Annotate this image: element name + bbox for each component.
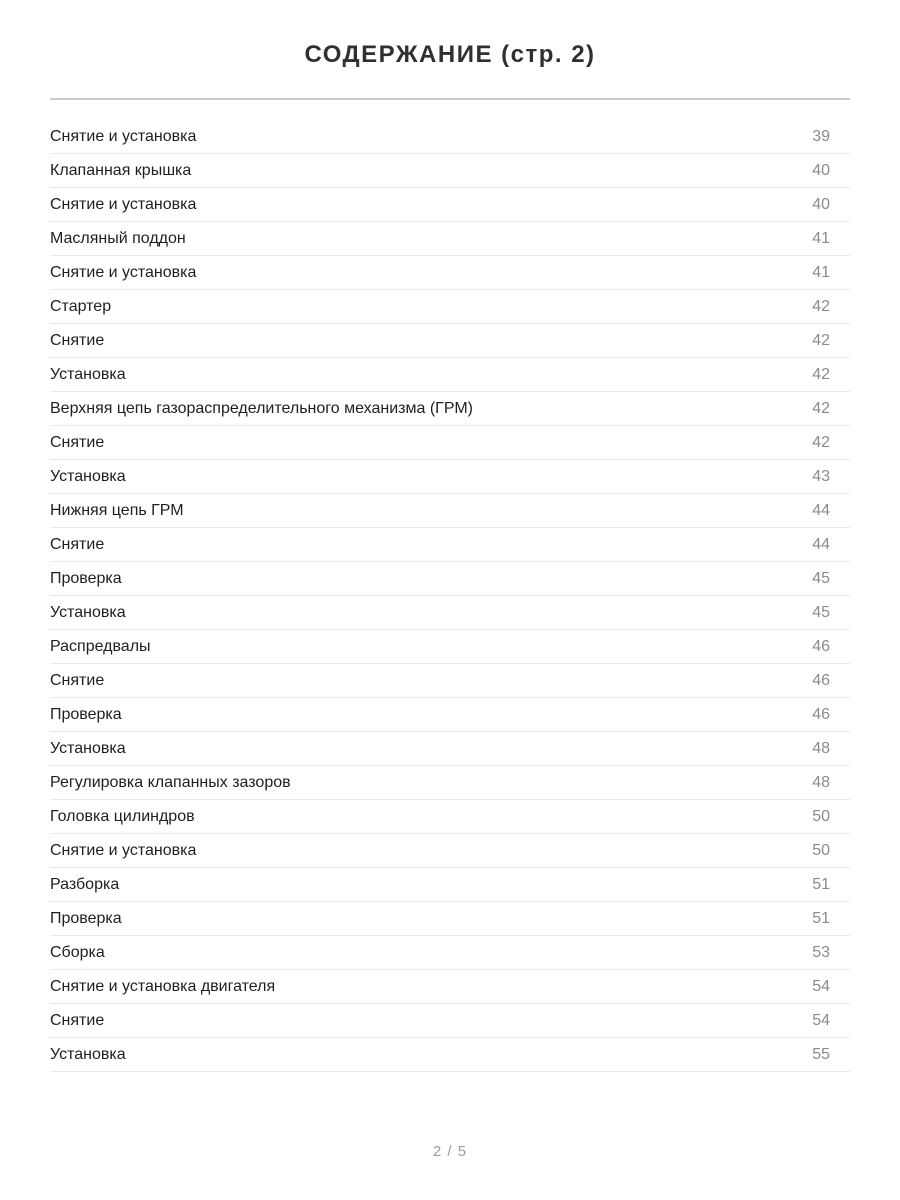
page-indicator: 2 / 5 xyxy=(432,1143,468,1160)
toc-list xyxy=(50,120,850,1072)
toc-entry-page: 54 xyxy=(812,977,830,995)
toc-entry-label: Разборка xyxy=(50,875,120,893)
toc-entry-page: 40 xyxy=(812,195,830,213)
toc-entry-page: 46 xyxy=(812,671,830,689)
toc-entry-page: 42 xyxy=(812,399,830,417)
toc-entry[interactable] xyxy=(50,834,850,868)
toc-entry[interactable] xyxy=(50,766,850,800)
toc-entry[interactable] xyxy=(50,188,850,222)
toc-entry-label: Снятие и установка xyxy=(50,127,197,145)
toc-entry-label: Нижняя цепь ГРМ xyxy=(50,501,184,519)
toc-entry[interactable] xyxy=(50,970,850,1004)
toc-entry[interactable] xyxy=(50,290,850,324)
toc-entry[interactable] xyxy=(50,392,850,426)
toc-entry-label: Установка xyxy=(50,603,126,621)
toc-entry-page: 39 xyxy=(812,127,830,145)
page-title: СОДЕРЖАНИЕ (стр. 2) xyxy=(304,41,596,68)
toc-entry[interactable] xyxy=(50,1004,850,1038)
toc-entry-label: Верхняя цепь газораспределительного механизма (ГРМ) xyxy=(50,399,473,417)
toc-entry-page: 42 xyxy=(812,297,830,315)
toc-entry-page: 53 xyxy=(812,943,830,961)
toc-entry[interactable] xyxy=(50,732,850,766)
toc-entry[interactable] xyxy=(50,256,850,290)
toc-entry-label: Стартер xyxy=(50,297,112,315)
toc-entry[interactable] xyxy=(50,596,850,630)
toc-entry-page: 50 xyxy=(812,841,830,859)
toc-entry[interactable] xyxy=(50,868,850,902)
toc-entry-page: 51 xyxy=(812,909,830,927)
toc-entry-page: 51 xyxy=(812,875,830,893)
toc-entry[interactable] xyxy=(50,562,850,596)
toc-entry-page: 42 xyxy=(812,365,830,383)
toc-entry-label: Снятие xyxy=(50,433,105,451)
toc-entry-label: Снятие xyxy=(50,1011,105,1029)
toc-entry-page: 46 xyxy=(812,637,830,655)
toc-entry-label: Масляный поддон xyxy=(50,229,186,247)
toc-entry[interactable] xyxy=(50,120,850,154)
toc-entry-page: 41 xyxy=(812,229,830,247)
toc-entry-page: 45 xyxy=(812,569,830,587)
toc-entry-label: Снятие и установка xyxy=(50,841,197,859)
toc-entry-page: 48 xyxy=(812,773,830,791)
toc-entry-page: 43 xyxy=(812,467,830,485)
toc-entry-page: 44 xyxy=(812,501,830,519)
toc-entry-label: Распредвалы xyxy=(50,637,151,655)
toc-entry[interactable] xyxy=(50,324,850,358)
toc-entry-page: 45 xyxy=(812,603,830,621)
toc-entry[interactable] xyxy=(50,630,850,664)
toc-entry-page: 48 xyxy=(812,739,830,757)
toc-entry-label: Снятие xyxy=(50,671,105,689)
toc-entry-page: 40 xyxy=(812,161,830,179)
toc-entry-label: Снятие и установка xyxy=(50,195,197,213)
toc-entry[interactable] xyxy=(50,1038,850,1072)
toc-entry-label: Снятие и установка двигателя xyxy=(50,977,276,995)
title-divider xyxy=(50,98,850,100)
toc-entry-page: 50 xyxy=(812,807,830,825)
toc-entry[interactable] xyxy=(50,460,850,494)
toc-entry[interactable] xyxy=(50,494,850,528)
toc-entry[interactable] xyxy=(50,154,850,188)
toc-entry-label: Установка xyxy=(50,467,126,485)
toc-entry-label: Установка xyxy=(50,739,126,757)
page-header xyxy=(50,40,850,69)
toc-entry[interactable] xyxy=(50,358,850,392)
toc-entry[interactable] xyxy=(50,936,850,970)
toc-entry-page: 55 xyxy=(812,1045,830,1063)
toc-entry-label: Проверка xyxy=(50,569,122,587)
toc-entry-page: 44 xyxy=(812,535,830,553)
toc-entry-page: 42 xyxy=(812,433,830,451)
toc-entry[interactable] xyxy=(50,902,850,936)
toc-entry-page: 54 xyxy=(812,1011,830,1029)
toc-entry-label: Проверка xyxy=(50,705,122,723)
toc-entry[interactable] xyxy=(50,664,850,698)
toc-entry[interactable] xyxy=(50,222,850,256)
toc-entry[interactable] xyxy=(50,528,850,562)
toc-entry-page: 41 xyxy=(812,263,830,281)
toc-entry-label: Сборка xyxy=(50,943,105,961)
toc-entry-label: Проверка xyxy=(50,909,122,927)
toc-entry-label: Головка цилиндров xyxy=(50,807,195,825)
toc-entry[interactable] xyxy=(50,426,850,460)
toc-entry-page: 42 xyxy=(812,331,830,349)
toc-entry-label: Снятие xyxy=(50,535,105,553)
toc-entry-label: Установка xyxy=(50,1045,126,1063)
toc-entry-label: Регулировка клапанных зазоров xyxy=(50,773,291,791)
toc-entry-label: Снятие xyxy=(50,331,105,349)
toc-entry-page: 46 xyxy=(812,705,830,723)
toc-entry[interactable] xyxy=(50,800,850,834)
toc-entry-label: Установка xyxy=(50,365,126,383)
toc-entry-label: Снятие и установка xyxy=(50,263,197,281)
toc-entry[interactable] xyxy=(50,698,850,732)
toc-entry-label: Клапанная крышка xyxy=(50,161,192,179)
